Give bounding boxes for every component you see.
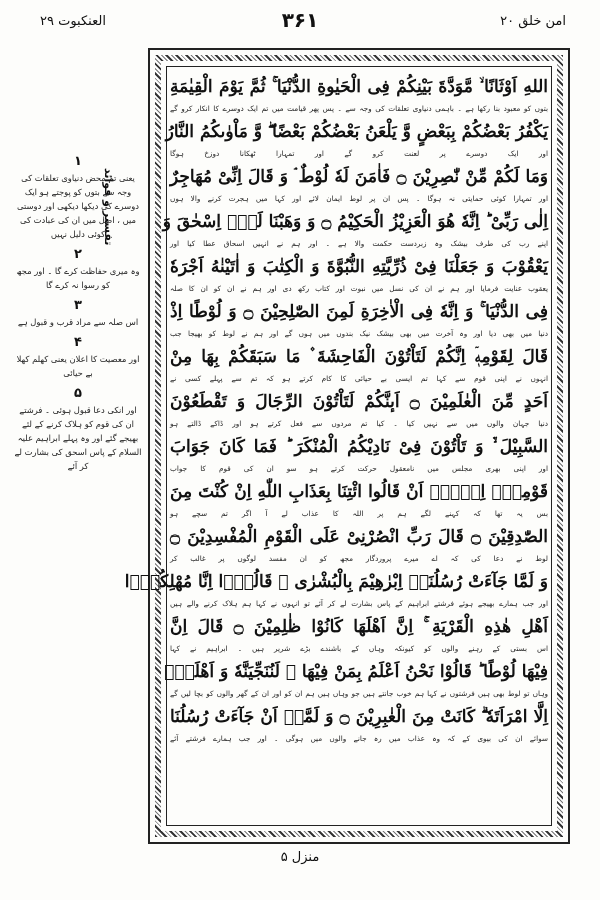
translation-line: اپنے رب کی طرف بیشک وہ زبردست حکمت والا ہے ۔ اور ہم نے انہیں اسحاق عطا کیا اور [170, 239, 548, 248]
translation-line: دنیا میں بھی دیا اور وہ آخرت میں بھی بیشک نیک بندوں میں ہوں گے اور ہم نے لوط کو بھیجا جب [170, 329, 548, 338]
translation-line: وہاں تو لوط بھی ہیں فرشتوں نے کہا ہم خوب جانتے ہیں جو وہاں ہیں ہم ان کو اور ان کے گھر والوں کو بچا لیں گے [170, 689, 548, 698]
translation-line: بس یہ تھا کہ کہنے لگے ہم پر اللہ کا عذاب لے آ اگر تم سچے ہو [170, 509, 548, 518]
verse-line: السَّبِیْلَ ۙ۬ وَ تَاْتُوْنَ فِیْ نَادِیْكُمُ الْمُنْكَرَ ؕ فَمَا كَانَ جَوَابَ [170, 437, 548, 457]
translation-line: اور اپنی بھری مجلس میں نامعقول حرکت کرتے ہو سو ان کی قوم کا جواب [170, 464, 548, 473]
translation-line: انہوں نے اپنی قوم سے کہا تم ایسی بے حیائی کا کام کرتے ہو کہ تم سے پہلے کسی نے [170, 374, 548, 383]
translation-line: یعقوب عنایت فرمایا اور ہم نے ان کی نسل میں نبوت اور کتاب رکھ دی اور ہم نے ان کو ان کا صلہ [170, 284, 548, 293]
note-number: ۳ [74, 298, 82, 313]
translation-line: اور جب ہمارے بھیجے ہوئے فرشتے ابراہیم کے پاس بشارت لے کر آئے تو انہوں نے کہا ہم ہلاک کرنے والے ہیں [170, 599, 548, 608]
verse-line: قَوْمِهٖۤ اِلَّاۤ اَنْ قَالُوا ائْتِنَا بِعَذَابِ اللّٰهِ اِنْ كُنْتَ مِنَ [170, 482, 548, 502]
translation-line: دنیا جہان والوں میں سے نہیں کیا ۔ کیا تم مردوں سے فعل کرتے ہو اور ڈاکے ڈالتے ہو [170, 419, 548, 428]
translation-line: بتوں کو معبود بنا رکھا ہے ۔ باہمی دنیاوی تعلقات کی وجہ سے ۔ پس پھر قیامت میں تم ایک دوسرے کا انکار کرو گے [170, 104, 548, 113]
margin-note: وہ میری حفاظت کرے گا ۔ اور مجھ کو رسوا نہ کرے گا [16, 266, 140, 290]
note-number: ۴ [74, 335, 82, 350]
verse-line: اِلٰی رَبِّیْ ؕ اِنَّهٗ هُوَ الْعَزِیْزُ الْحَكِیْمُ ۝ وَ وَهَبْنَا لَهٗۤ اِسْحٰقَ وَ [162, 212, 548, 232]
verse-line: وَ لَمَّا جَآءَتْ رُسُلُنَاۤ اِبْرٰهِیْمَ بِالْبُشْرٰی ۙ قَالُوْۤا اِنَّا مُهْلِكُوْۤا [124, 572, 548, 592]
translation-line: سوائے ان کی بیوی کے کہ وہ عذاب میں رہ جانے والوں میں ہوگی ۔ اور جب ہمارے فرشتے آئے [170, 734, 548, 743]
verse-line: یَعْقُوْبَ وَ جَعَلْنَا فِیْ ذُرِّیَّتِهِ النُّبُوَّةَ وَ الْكِتٰبَ وَ اٰتَیْنٰهُ اَجْرَهٗ [170, 257, 548, 277]
note-number: ۱ [74, 154, 82, 169]
page-number: ۳۶۱ [281, 8, 319, 32]
header-para-name: امن خلق ۲۰ [500, 14, 566, 29]
margin-note: اور معصیت کا اعلان یعنی کھلم کھلا بے حیائی [16, 354, 140, 378]
verse-text-area [124, 70, 549, 822]
manzil-footer: منزل ۵ [280, 850, 320, 865]
verse-line: وَمَا لَكُمْ مِّنْ نّٰصِرِیْنَ ۝ فَاٰمَنَ لَهٗ لُوْطٌ ۘ وَ قَالَ اِنِّیْ مُهَاجِرٌ [170, 167, 549, 187]
verse-line: الصّٰدِقِیْنَ ۝ قَالَ رَبِّ انْصُرْنِیْ عَلَی الْقَوْمِ الْمُفْسِدِیْنَ ۝ [170, 527, 548, 547]
translation-line: اور تمہارا کوئی حمایتی نہ ہوگا ۔ پس ان پر لوط ایمان لائے اور کہا میں ہجرت کرنے والا ہوں [170, 194, 548, 203]
translation-line: اس بستی کے رہنے والوں کو کیونکہ وہاں کے باشندے بڑے شریر ہیں ۔ ابراہیم نے کہا [170, 644, 548, 653]
verse-line: اَهْلِ هٰذِهِ الْقَرْیَةِ ۚ اِنَّ اَهْلَهَا كَانُوْا ظٰلِمِیْنَ ۝ قَالَ اِنَّ [170, 617, 548, 637]
verse-line: فِیْهَا لُوْطًا ؕ قَالُوْا نَحْنُ اَعْلَمُ بِمَنْ فِیْهَا ۫ لَنُنَجِّیَنَّهٗ وَ اَهْلَهٗۤ [164, 662, 548, 682]
margin-note: اس صلہ سے مراد قرب و قبول ہے [17, 317, 139, 327]
verse-line: یَكْفُرُ بَعْضُكُمْ بِبَعْضٍ وَّ یَلْعَنُ بَعْضُكُمْ بَعْضًا ۖ وَّ مَاْوٰىكُمُ النَّارُ [165, 122, 548, 142]
margin-note: اور انکی دعا قبول ہوئی ۔ فرشتے ان کی قوم کو ہلاک کرنے کے لئے بھیجے گئے اور وہ پہلے ابراہیم علیہ السلام کے پاس اسحق کی بشارت لے کر آئے [14, 405, 142, 471]
verse-line: اللهِ اَوْثَانًا ۙ مَّوَدَّةَ بَیْنِكُمْ فِی الْحَیٰوةِ الدُّنْیَا ۚ ثُمَّ یَوْمَ الْقِیٰمَةِ [170, 77, 548, 97]
verse-line: قَالَ لِقَوْمِهٖۤ اِنَّكُمْ لَتَاْتُوْنَ الْفَاحِشَةَ ۫ مَا سَبَقَكُمْ بِهَا مِنْ [170, 347, 548, 367]
verse-line: فِی الدُّنْیَا ۚ وَ اِنَّهٗ فِی الْاٰخِرَةِ لَمِنَ الصّٰلِحِیْنَ ۝ وَ لُوْطًا اِذْ [170, 302, 548, 322]
translation-line: اور ایک دوسرے پر لعنت کرو گے اور تمہارا ٹھکانا دوزخ ہوگا [170, 149, 548, 158]
note-number: ۲ [74, 247, 82, 262]
margin-note: یعنی تم محض دنیاوی تعلقات کی وجہ سے بتوں کو پوجتے ہو ایک دوسرے کی دیکھا دیکھی اور دوستی میں ، اصل میں ان کی عبادت کی کوئی دلیل نہیں [17, 173, 139, 239]
verse-line: اَحَدٍ مِّنَ الْعٰلَمِیْنَ ۝ اَىٕنَّكُمْ لَتَاْتُوْنَ الرِّجَالَ وَ تَقْطَعُوْنَ [170, 392, 548, 412]
header-surah-name: العنکبوت ۲۹ [40, 14, 106, 29]
verse-line: اِلَّا امْرَاَتَهٗ ۗ كَانَتْ مِنَ الْغٰبِرِیْنَ ۝ وَ لَمَّاۤ اَنْ جَآءَتْ رُسُلُنَا [170, 707, 549, 727]
margin-heading: تفسیر و فوائد [102, 168, 115, 246]
translation-line: لوط نے دعا کی کہ اے میرے پروردگار مجھ کو ان مفسد لوگوں پر غالب کر [170, 554, 548, 563]
margin-notes [14, 148, 142, 477]
note-number: ۵ [74, 386, 82, 401]
